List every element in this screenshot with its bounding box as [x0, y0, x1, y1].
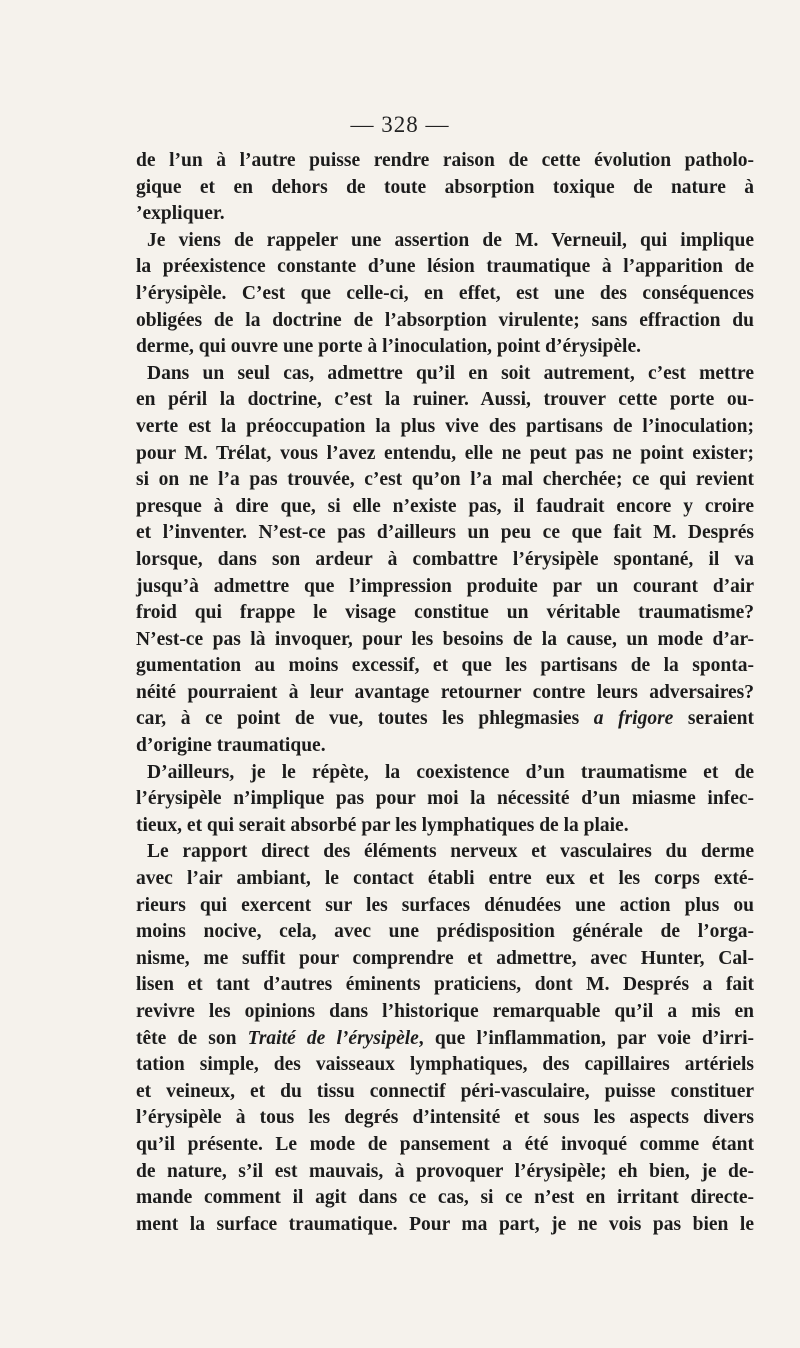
text-line: D’ailleurs, je le répète, la coexistence d’un traumatisme et de — [147, 761, 754, 783]
text-line: froid qui frappe le visage constitue un véritable traumatisme? — [136, 602, 754, 624]
text-line: avec l’air ambiant, le contact établi entre eux et les corps exté- — [136, 868, 754, 890]
text-line: gique et en dehors de toute absorption toxique de nature à — [136, 176, 754, 198]
text-line: ’expliquer. — [136, 203, 225, 225]
text-line: mande comment il agit dans ce cas, si ce n’est en irritant directe- — [136, 1187, 754, 1209]
text-line: nisme, me suffit pour comprendre et admettre, avec Hunter, Cal- — [136, 947, 754, 969]
text-line: N’est-ce pas là invoquer, pour les besoins de la cause, un mode d’ar- — [136, 628, 754, 650]
text-line: d’origine traumatique. — [136, 735, 326, 757]
text-line: presque à dire que, si elle n’existe pas, il faudrait encore y croire — [136, 495, 754, 517]
text-line: néité pourraient à leur avantage retourner contre leurs adversaires? — [136, 681, 754, 703]
text-line: Le rapport direct des éléments nerveux et vasculaires du derme — [147, 841, 754, 863]
text-line: pour M. Trélat, vous l’avez entendu, elle ne peut pas ne point exister; — [136, 442, 754, 464]
text-line: et l’inventer. N’est-ce pas d’ailleurs un peu ce que fait M. Després — [136, 522, 754, 544]
text-line: de nature, s’il est mauvais, à provoquer l’érysipèle; eh bien, je de- — [136, 1160, 754, 1182]
text-line: jusqu’à admettre que l’impression produite par un courant d’air — [136, 575, 754, 597]
text-line: car, à ce point de vue, toutes les phlegmasies a frigore seraient — [136, 708, 754, 730]
text-line: moins nocive, cela, avec une prédisposition générale de l’orga- — [136, 921, 754, 943]
page-number: — 328 — — [350, 112, 450, 137]
text-line: et veineux, et du tissu connectif péri-vasculaire, puisse constituer — [136, 1080, 754, 1102]
text-line: en péril la doctrine, c’est la ruiner. Aussi, trouver cette porte ou- — [136, 389, 754, 411]
text-line: l’érysipèle n’implique pas pour moi la nécessité d’un miasme infec- — [136, 788, 754, 810]
body-text — [136, 148, 754, 1238]
text-line: Je viens de rappeler une assertion de M. Verneuil, qui implique — [147, 229, 754, 251]
text-line: l’érysipèle. C’est que celle-ci, en effet, est une des conséquences — [136, 282, 754, 304]
text-line: gumentation au moins excessif, et que les partisans de la sponta- — [136, 655, 754, 677]
text-line: obligées de la doctrine de l’absorption virulente; sans effraction du — [136, 309, 754, 331]
text-line: si on ne l’a pas trouvée, c’est qu’on l’a mal cherchée; ce qui revient — [136, 469, 754, 491]
text-line: tation simple, des vaisseaux lymphatiques, des capillaires artériels — [136, 1054, 754, 1076]
text-line: revivre les opinions dans l’historique remarquable qu’il a mis en — [136, 1001, 754, 1022]
text-line: ment la surface traumatique. Pour ma part, je ne vois pas bien le — [136, 1213, 754, 1235]
text-line: tête de son Traité de l’érysipèle, que l’inflammation, par voie d’irri- — [136, 1027, 755, 1049]
text-line: rieurs qui exercent sur les surfaces dénudées une action plus ou — [136, 894, 754, 916]
text-line: derme, qui ouvre une porte à l’inoculation, point d’érysipèle. — [136, 336, 642, 358]
text-line: verte est la préoccupation la plus vive des partisans de l’inoculation; — [136, 415, 754, 437]
text-line: tieux, et qui serait absorbé par les lymphatiques de la plaie. — [136, 814, 629, 836]
text-line: l’érysipèle à tous les degrés d’intensité et sous les aspects divers — [136, 1107, 754, 1129]
text-line: lisen et tant d’autres éminents praticiens, dont M. Després a fait — [136, 974, 754, 996]
text-line: la préexistence constante d’une lésion traumatique à l’apparition de — [136, 256, 754, 278]
text-line: de l’un à l’autre puisse rendre raison de cette évolution patholo- — [136, 150, 754, 171]
text-line: Dans un seul cas, admettre qu’il en soit autrement, c’est mettre — [147, 362, 754, 384]
text-line: qu’il présente. Le mode de pansement a été invoqué comme étant — [136, 1133, 754, 1155]
text-line: lorsque, dans son ardeur à combattre l’érysipèle spontané, il va — [136, 548, 754, 570]
